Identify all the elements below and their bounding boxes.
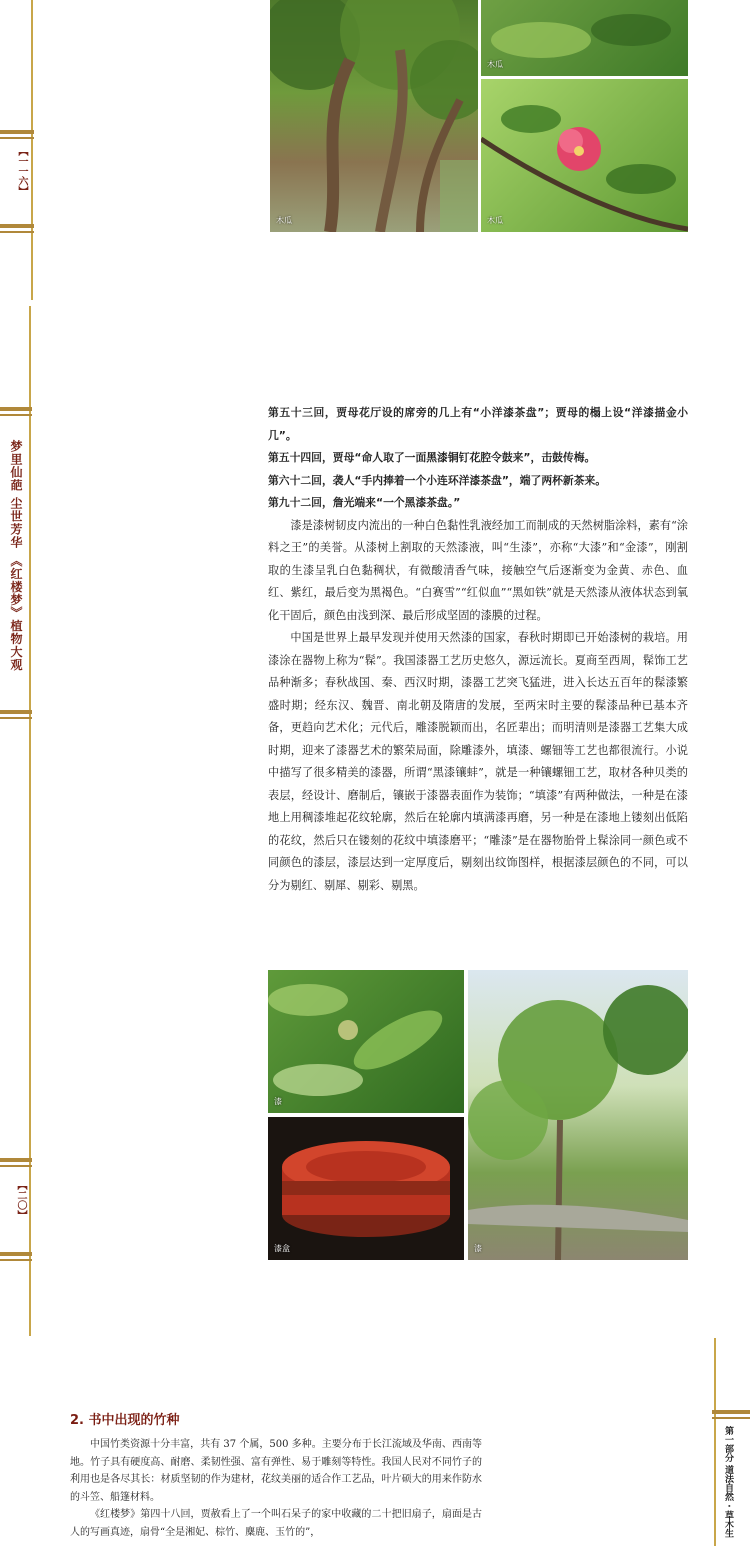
paragraph: 漆是漆树韧皮内流出的一种白色黏性乳液经加工而制成的天然树脂涂料，素有“涂料之王”的美誉。从漆树上割取的天然漆液，叫“生漆”，亦称“大漆”和“金漆”，刚割取的生漆呈乳白色黏稠状，有微酸清香气味，接触空气后逐渐变为金黄、赤色、血红、紫红，最后变为黑褐色。“白赛雪”“红似血”“黑如铁”就是天然漆从液体状态到氧化干固后，颜色由浅到深、最后形成坚固的漆膜的过程。: [268, 518, 688, 622]
leaves-illustration: [268, 970, 464, 1113]
section-body: [70, 1436, 482, 1541]
margin-band: [0, 717, 32, 719]
quote-line: 第五十三回，贾母花厅设的席旁的几上有“小洋漆茶盘”；贾母的榻上设“洋漆描金小几”。: [268, 406, 688, 442]
quote-line: 第六十二回，袭人“手内捧着一个小连环洋漆茶盘”，端了两杯新茶来。: [268, 473, 607, 487]
photo-caption: 木瓜: [276, 216, 292, 225]
flower-illustration: [481, 79, 688, 232]
paragraph: 中国是世界上最早发现并使用天然漆的国家，春秋时期即已开始漆树的栽培。用漆涂在器物上称为“髹”。我国漆器工艺历史悠久，源远流长。夏商至西周，髹饰工艺品种渐多；春秋战国、秦、西汉时期，漆器工艺突飞猛进，进入长达五百年的髹漆繁盛时期；经东汉、魏晋、南北朝及隋唐的发展，至两宋时主要的髹漆品种已基本齐备，更趋向艺术化；元代后，雕漆脱颖而出，名匠辈出；而明清则是漆器工艺集大成时期，迎来了漆器艺术的繁荣局面，除雕漆外，填漆、螺钿等工艺也都很流行。小说中描写了很多精美的漆器，所谓“黑漆镶蚌”，就是一种镶螺钿工艺，取材各种贝类的表层，经设计、磨制后，镶嵌于漆器表面作为装饰；“填漆”有两种做法，一种是在漆地上用稠漆堆起花纹轮廓，然后在轮廓内填满漆再磨，另一种是在漆地上镂刻出低陷的花纹，然后只在镂刻的花纹中填漆磨平；“雕漆”是在器物胎骨上髹涂同一颜色或不同颜色的漆层，漆层达到一定厚度后，剔刻出纹饰图样，根据漆层颜色的不同，可以分为剔红、剔犀、剔彩、剔黑。: [268, 631, 688, 892]
margin-band: [0, 130, 34, 134]
photo-caption: 漆: [474, 1244, 482, 1253]
page-number: 【二〇】: [15, 1180, 26, 1220]
photo-caption: 漆: [274, 1097, 282, 1106]
margin-band: [0, 1165, 32, 1167]
photo-papaya-leaves: [481, 0, 688, 76]
photo-lacquer-leaves: [268, 970, 464, 1113]
margin-band: [712, 1410, 750, 1414]
quote-line: 第九十二回，詹光端来“一个黑漆茶盘。”: [268, 496, 461, 509]
photo-papaya-flower: [481, 79, 688, 232]
paragraph: 中国竹类资源十分丰富，共有 37 个属，500 多种。主要分布于长江流域及华南、西南等地。竹子具有硬度高、耐磨、柔韧性强、富有弹性、易于雕刻等特性。我国人民对不同竹子的利用也是各尽其长：材质坚韧的作为建材，花纹美丽的适合作工艺品，叶片硕大的用来作防水的斗笠、船篷材料。: [70, 1439, 482, 1503]
margin-band: [0, 224, 34, 228]
section-title: 2. 书中出现的竹种: [70, 1413, 180, 1428]
margin-band: [0, 137, 34, 139]
margin-line: [29, 306, 31, 1336]
leaves-illustration: [481, 0, 688, 76]
photo-lacquer-tree: [468, 970, 688, 1260]
photo-caption: 漆盒: [274, 1244, 290, 1253]
margin-band: [0, 1158, 32, 1162]
photo-caption: 木瓜: [487, 60, 503, 69]
margin-line: [714, 1338, 716, 1546]
margin-band: [712, 1417, 750, 1419]
margin-line: [31, 0, 33, 300]
quote-line: 第五十四回，贾母“命人取了一面黑漆铜钉花腔令鼓来”，击鼓传梅。: [268, 451, 596, 464]
margin-band: [0, 1252, 32, 1256]
margin-band: [0, 1259, 32, 1261]
paragraph: 《红楼梦》第四十八回，贾赦看上了一个叫石呆子的家中收藏的二十把旧扇子，扇面是古人的写画真迹，扇骨“全是湘妃、棕竹、麋鹿、玉竹的”，: [70, 1509, 482, 1538]
margin-band: [0, 407, 32, 411]
article-text: [268, 402, 688, 897]
part-tab: 第一部分 道法自然 · 草木生: [723, 1426, 733, 1538]
photo-lacquer-box: [268, 1117, 464, 1260]
tree-illustration: [270, 0, 478, 232]
margin-band: [0, 231, 34, 233]
photo-caption: 木瓜: [487, 216, 503, 225]
side-title: 梦里仙葩 尘世芳华 《红楼梦》植物大观: [9, 440, 23, 672]
margin-band: [0, 710, 32, 714]
tree-illustration: [468, 970, 688, 1260]
photo-papaya-tree: [270, 0, 478, 232]
page-number: 【一一六】: [16, 146, 27, 196]
margin-band: [0, 414, 32, 416]
lacquer-box-illustration: [268, 1117, 464, 1260]
